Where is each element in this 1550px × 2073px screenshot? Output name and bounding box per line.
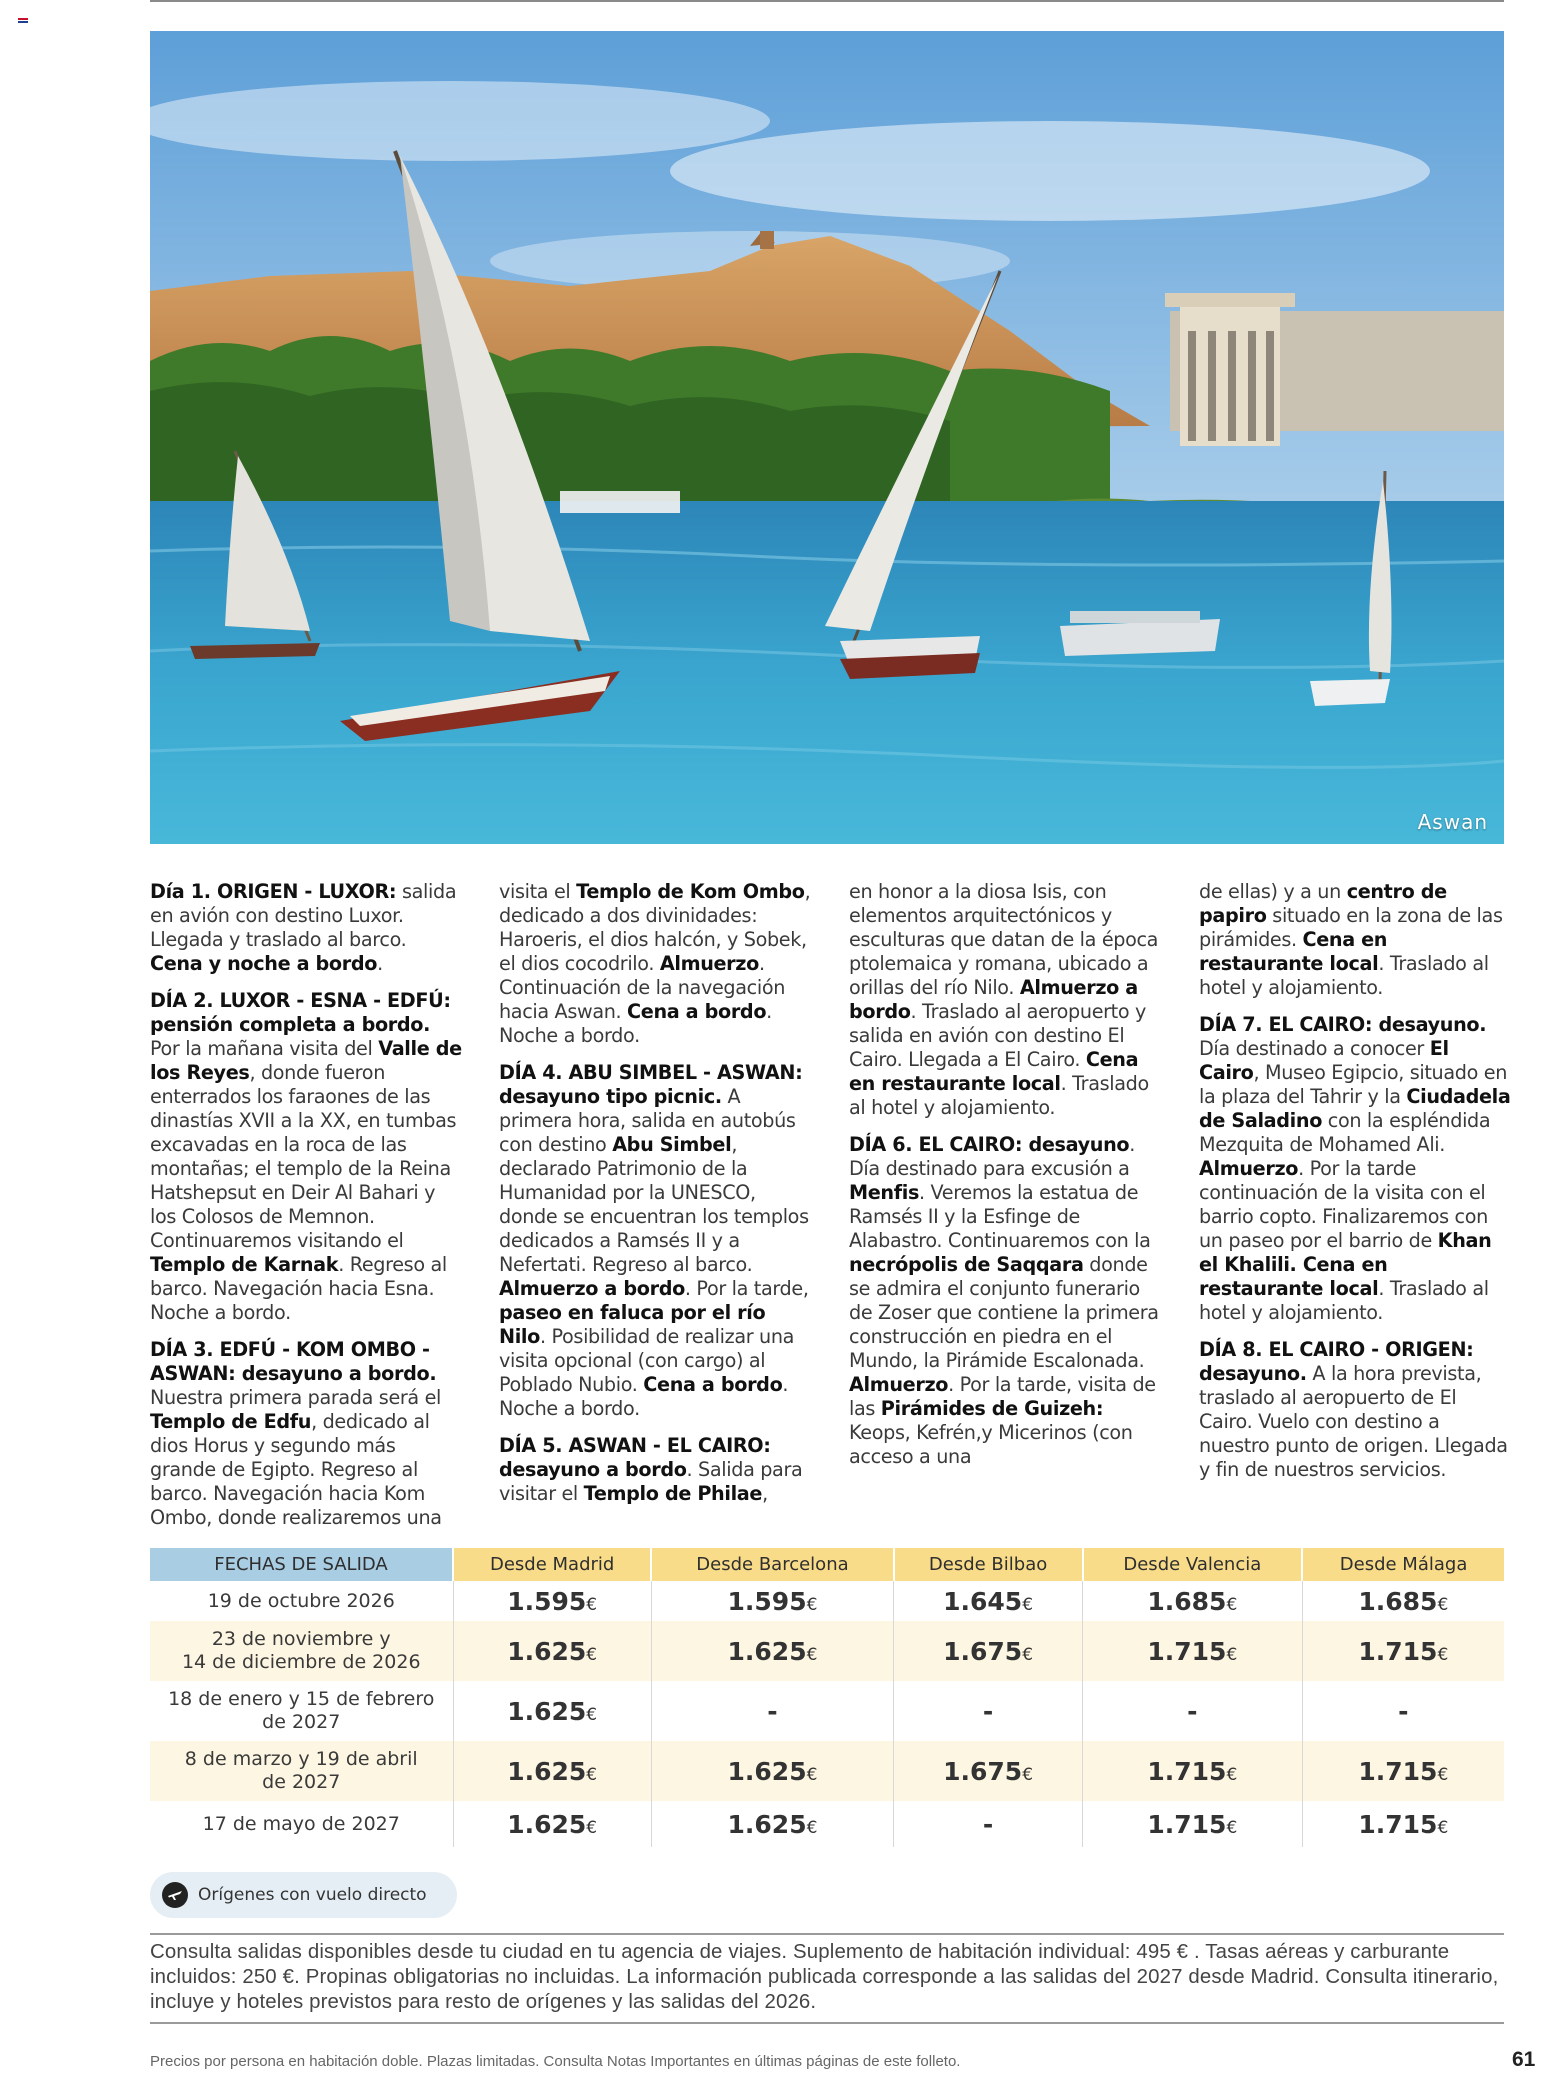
price-cell: [894, 1581, 1083, 1621]
currency-symbol: €: [1022, 1644, 1034, 1665]
price-value: -: [767, 1696, 778, 1726]
price-cell: [1083, 1801, 1303, 1847]
body-text: . Por la tarde,: [684, 1277, 809, 1300]
price-cell: [453, 1801, 651, 1847]
price-value: 1.595: [507, 1586, 587, 1616]
body-text: Nuestra primera parada será el: [150, 1386, 442, 1409]
body-text: A la hora prevista, traslado al aeropuerto de El Cairo. Vuelo con destino a nuestro punto de origen. Llegada y fin de nuestros servicios.: [1199, 1362, 1508, 1481]
highlight-text: DÍA 5. ASWAN - EL CAIRO: desayuno a bordo: [499, 1434, 771, 1481]
price-row: [150, 1581, 1504, 1621]
currency-symbol: €: [1226, 1594, 1238, 1615]
itinerary-day-3: [150, 1338, 462, 1530]
price-cell: [453, 1581, 651, 1621]
currency-symbol: €: [1226, 1764, 1238, 1785]
body-text: , declarado Patrimonio de la Humanidad por la UNESCO, donde se encuentran los templos dedicados a Ramsés II y a Nefertati. Regreso al barco.: [499, 1133, 809, 1276]
itinerary-day-5-cont: [849, 880, 1161, 1120]
highlight-text: Ciudadela de Saladino: [1199, 1085, 1511, 1132]
currency-symbol: €: [806, 1644, 818, 1665]
body-text: . Traslado al hotel y alojamiento.: [849, 1072, 1149, 1119]
price-value: -: [1398, 1696, 1409, 1726]
price-cell: [651, 1581, 893, 1621]
departure-date-line: de 2027: [262, 1771, 341, 1793]
body-text: . Noche a bordo.: [499, 1000, 772, 1047]
highlight-text: paseo en faluca por el río Nilo: [499, 1301, 766, 1348]
price-value: 1.645: [943, 1586, 1023, 1616]
highlight-text: DÍA 8. EL CAIRO - ORIGEN: desayuno.: [1199, 1338, 1474, 1385]
currency-symbol: €: [806, 1764, 818, 1785]
conditions-note: Consulta salidas disponibles desde tu ciudad en tu agencia de viajes. Suplemento de habitación individual: 495 € . Tasas aéreas y carburante incluidos: 250 €. Propinas obligatorias no incluidas. La información publicada corresponde a las salidas del 2027 desde Madrid. Consulta itinerario, incluye y hoteles previstos para resto de orígenes y las salidas del 2026.: [150, 1941, 1499, 2013]
price-value: 1.625: [727, 1756, 807, 1786]
price-value: 1.715: [1147, 1636, 1227, 1666]
nile-landscape-image: [150, 31, 1504, 844]
itinerary-day-6: [849, 1133, 1161, 1469]
price-value: 1.625: [727, 1809, 807, 1839]
highlight-text: Cena a bordo: [627, 1000, 767, 1023]
itinerary-column-4: [1199, 880, 1511, 1495]
highlight-text: DÍA 3. EDFÚ - KOM OMBO - ASWAN: desayuno a bordo.: [150, 1338, 437, 1385]
price-cell: [1083, 1621, 1303, 1681]
highlight-text: DÍA 7. EL CAIRO: desayuno.: [1199, 1013, 1487, 1036]
departure-date-line: 23 de noviembre y: [211, 1628, 391, 1650]
price-cell: [651, 1681, 893, 1741]
body-text: . Veremos la estatua de Ramsés II y la Esfinge de Alabastro. Continuaremos con la: [849, 1181, 1151, 1252]
highlight-text: Khan el Khalili. Cena en restaurante local: [1199, 1229, 1492, 1300]
departure-date: [150, 1581, 453, 1621]
highlight-text: DÍA 6. EL CAIRO: desayuno: [849, 1133, 1130, 1156]
highlight-text: Abu Simbel: [612, 1133, 732, 1156]
currency-symbol: €: [1022, 1764, 1034, 1785]
body-text: , donde fueron enterrados los faraones de las dinastías XVII a la XX, en tumbas excavadas en la roca de las montañas; el templo de la Reina Hatshepsut en Deir Al Bahari y los Colosos de Memnon. Continuaremos visitando el: [150, 1061, 457, 1252]
departure-date: [150, 1801, 453, 1847]
body-text: . Traslado al aeropuerto y salida en avión con destino El Cairo. Llegada a El Cairo.: [849, 1000, 1147, 1071]
price-value: 1.625: [507, 1809, 587, 1839]
header-valencia: Desde Valencia: [1083, 1548, 1303, 1581]
price-row: [150, 1801, 1504, 1847]
price-value: 1.625: [507, 1696, 587, 1726]
price-cell: [1083, 1681, 1303, 1741]
currency-symbol: €: [1437, 1594, 1449, 1615]
plane-icon: [162, 1882, 188, 1908]
body-text: de ellas) y a un: [1199, 880, 1347, 903]
highlight-text: Almuerzo: [849, 1373, 949, 1396]
highlight-text: centro de papiro: [1199, 880, 1447, 927]
direct-flights-pill[interactable]: [150, 1872, 457, 1918]
body-text: ,: [762, 1482, 768, 1505]
itinerary-day-7: [1199, 1013, 1511, 1325]
price-cell: [453, 1681, 651, 1741]
departure-date-line: de 2027: [262, 1711, 341, 1733]
price-cell: [894, 1681, 1083, 1741]
itinerary-day-1: [150, 880, 462, 976]
body-text: , Museo Egipcio, situado en la plaza del Tahrir y la: [1199, 1061, 1508, 1108]
itinerary-day-5: [499, 1434, 811, 1506]
highlight-text: Almuerzo a bordo: [849, 976, 1138, 1023]
currency-symbol: €: [1022, 1594, 1034, 1615]
body-text: , dedicado al dios Horus y segundo más grande de Egipto. Regreso al barco. Navegación hacia Kom Ombo, donde realizaremos una: [150, 1410, 442, 1529]
itinerary-day-6-cont: [1199, 880, 1511, 1000]
body-text: A primera hora, salida en autobús con destino: [499, 1085, 796, 1156]
highlight-text: Cena a bordo: [643, 1373, 783, 1396]
price-cell: [651, 1801, 893, 1847]
body-text: con la espléndida Mezquita de Mohamed Ali.: [1199, 1109, 1491, 1156]
body-text: . Regreso al barco. Navegación hacia Esna. Noche a bordo.: [150, 1253, 447, 1324]
highlight-text: Cena en restaurante local: [1199, 928, 1388, 975]
price-cell: [1302, 1581, 1504, 1621]
highlight-text: DÍA 4. ABU SIMBEL - ASWAN: desayuno tipo picnic.: [499, 1061, 803, 1108]
currency-symbol: €: [1226, 1817, 1238, 1838]
departure-date: [150, 1681, 453, 1741]
body-text: . Continuación de la navegación hacia Aswan.: [499, 952, 786, 1023]
price-value: 1.675: [943, 1756, 1023, 1786]
price-value: -: [982, 1696, 994, 1726]
departure-date-line: 18 de enero y 15 de febrero: [168, 1688, 435, 1710]
body-text: . Traslado al hotel y alojamiento.: [1199, 952, 1489, 999]
price-row: [150, 1621, 1504, 1681]
price-row: [150, 1681, 1504, 1741]
price-cell: [453, 1621, 651, 1681]
price-value: 1.715: [1147, 1809, 1227, 1839]
body-text: .: [377, 952, 383, 975]
currency-symbol: €: [1437, 1644, 1449, 1665]
currency-symbol: €: [586, 1764, 598, 1785]
itinerary-day-2: [150, 989, 462, 1325]
header-bilbao: Desde Bilbao: [894, 1548, 1083, 1581]
price-value: 1.625: [507, 1636, 587, 1666]
body-text: . Posibilidad de realizar una visita opcional (con cargo) al Poblado Nubio.: [499, 1325, 795, 1396]
price-cell: [1302, 1801, 1504, 1847]
currency-symbol: €: [1437, 1817, 1449, 1838]
body-text: visita el: [499, 880, 577, 903]
body-text: situado en la zona de las pirámides.: [1199, 904, 1503, 951]
price-cell: [651, 1741, 893, 1801]
price-value: -: [1187, 1696, 1198, 1726]
price-cell: [894, 1621, 1083, 1681]
top-rule: [150, 0, 1504, 2]
highlight-text: El Cairo: [1199, 1037, 1449, 1084]
highlight-text: Pirámides de Guizeh:: [880, 1397, 1104, 1420]
body-text: . Noche a bordo.: [499, 1373, 789, 1420]
body-text: . Día destinado para excusión a: [849, 1133, 1135, 1180]
header-departure-dates: FECHAS DE SALIDA: [150, 1548, 453, 1581]
highlight-text: Cena en restaurante local: [849, 1048, 1139, 1095]
price-cell: [1302, 1741, 1504, 1801]
price-value: 1.595: [727, 1586, 807, 1616]
price-cell: [1083, 1741, 1303, 1801]
note-bottom-rule: [150, 2022, 1504, 2024]
price-value: 1.685: [1147, 1586, 1227, 1616]
body-text: Por la mañana visita del: [150, 1037, 379, 1060]
header-malaga: Desde Málaga: [1302, 1548, 1504, 1581]
price-cell: [1083, 1581, 1303, 1621]
price-row: [150, 1741, 1504, 1801]
itinerary-column-3: [849, 880, 1161, 1482]
photo-caption: Aswan: [1417, 810, 1488, 834]
highlight-text: Almuerzo: [1199, 1157, 1299, 1180]
body-text: . Por la tarde, visita de las: [849, 1373, 1156, 1420]
highlight-text: necrópolis de Saqqara: [849, 1253, 1084, 1276]
body-text: en honor a la diosa Isis, con elementos arquitectónicos y esculturas que datan de la época ptolemaica y romana, ubicado a orillas del río Nilo.: [849, 880, 1159, 999]
price-value: 1.625: [507, 1756, 587, 1786]
departure-date-line: 14 de diciembre de 2026: [181, 1651, 421, 1673]
itinerary-day-3-cont: [499, 880, 811, 1048]
price-value: 1.685: [1358, 1586, 1438, 1616]
hero-photo: [150, 31, 1504, 844]
body-text: , dedicado a dos divinidades: Haroeris, el dios halcón, y Sobek, el dios cocodrilo.: [499, 880, 811, 975]
price-cell: [1302, 1621, 1504, 1681]
price-table: [150, 1548, 1504, 1847]
currency-symbol: €: [1437, 1764, 1449, 1785]
price-cell: [894, 1801, 1083, 1847]
highlight-text: Valle de los Reyes: [150, 1037, 462, 1084]
highlight-text: Almuerzo a bordo: [499, 1277, 685, 1300]
footer-note: Precios por persona en habitación doble. Plazas limitadas. Consulta Notas Importantes en últimas páginas de este folleto.: [150, 2053, 961, 2070]
price-value: 1.625: [727, 1636, 807, 1666]
highlight-text: Templo de Philae: [583, 1482, 763, 1505]
price-value: 1.715: [1358, 1756, 1438, 1786]
departure-date-line: 19 de octubre 2026: [207, 1589, 395, 1612]
note-top-rule: [150, 1933, 1504, 1935]
currency-symbol: €: [586, 1817, 598, 1838]
itinerary-day-4: [499, 1061, 811, 1421]
price-cell: [1302, 1681, 1504, 1741]
direct-flights-label: Orígenes con vuelo directo: [198, 1885, 427, 1905]
price-value: 1.675: [943, 1636, 1023, 1666]
currency-symbol: €: [586, 1594, 598, 1615]
highlight-text: DÍA 2. LUXOR - ESNA - EDFÚ: pensión completa a bordo.: [150, 989, 451, 1036]
highlight-text: Templo de Edfu: [150, 1410, 312, 1433]
price-value: 1.715: [1358, 1636, 1438, 1666]
departure-date-line: 8 de marzo y 19 de abril: [184, 1748, 418, 1770]
price-cell: [894, 1741, 1083, 1801]
price-table-body: [150, 1581, 1504, 1847]
currency-symbol: €: [1226, 1644, 1238, 1665]
header-barcelona: Desde Barcelona: [651, 1548, 893, 1581]
currency-symbol: €: [806, 1594, 818, 1615]
body-text: donde se admira el conjunto funerario de Zoser que contiene la primera construcción en piedra en el Mundo, la Pirámide Escalonada.: [849, 1253, 1159, 1372]
price-value: 1.715: [1147, 1756, 1227, 1786]
body-text: Día destinado a conocer: [1199, 1037, 1430, 1060]
currency-symbol: €: [586, 1704, 598, 1725]
body-text: salida en avión con destino Luxor. Llegada y traslado al barco.: [150, 880, 457, 951]
body-text: . Traslado al hotel y alojamiento.: [1199, 1277, 1489, 1324]
itinerary-column-1: [150, 880, 462, 1543]
itinerary-day-8: [1199, 1338, 1511, 1482]
departure-date: [150, 1621, 453, 1681]
price-cell: [453, 1741, 651, 1801]
header-madrid: Desde Madrid: [453, 1548, 651, 1581]
price-table-header: [150, 1548, 1504, 1581]
departure-date-line: 17 de mayo de 2027: [202, 1812, 400, 1835]
price-cell: [651, 1621, 893, 1681]
currency-symbol: €: [586, 1644, 598, 1665]
currency-symbol: €: [806, 1817, 818, 1838]
itinerary: [150, 880, 1511, 1529]
highlight-text: Templo de Kom Ombo: [576, 880, 805, 903]
highlight-text: Cena y noche a bordo: [150, 952, 378, 975]
highlight-text: Menfis: [849, 1181, 920, 1204]
itinerary-column-2: [499, 880, 811, 1519]
flag-icon: [18, 18, 28, 25]
highlight-text: Almuerzo: [659, 952, 759, 975]
price-value: 1.715: [1358, 1809, 1438, 1839]
page-number: 61: [1512, 2048, 1536, 2071]
departure-date: [150, 1741, 453, 1801]
highlight-text: Día 1. ORIGEN - LUXOR:: [150, 880, 397, 903]
price-value: -: [982, 1809, 994, 1839]
body-text: Keops, Kefrén,y Micerinos (con acceso a una: [849, 1421, 1133, 1468]
highlight-text: Templo de Karnak: [150, 1253, 339, 1276]
body-text: . Por la tarde continuación de la visita con el barrio copto. Finalizaremos con un paseo por el barrio de: [1199, 1157, 1488, 1252]
body-text: . Salida para visitar el: [499, 1458, 803, 1505]
